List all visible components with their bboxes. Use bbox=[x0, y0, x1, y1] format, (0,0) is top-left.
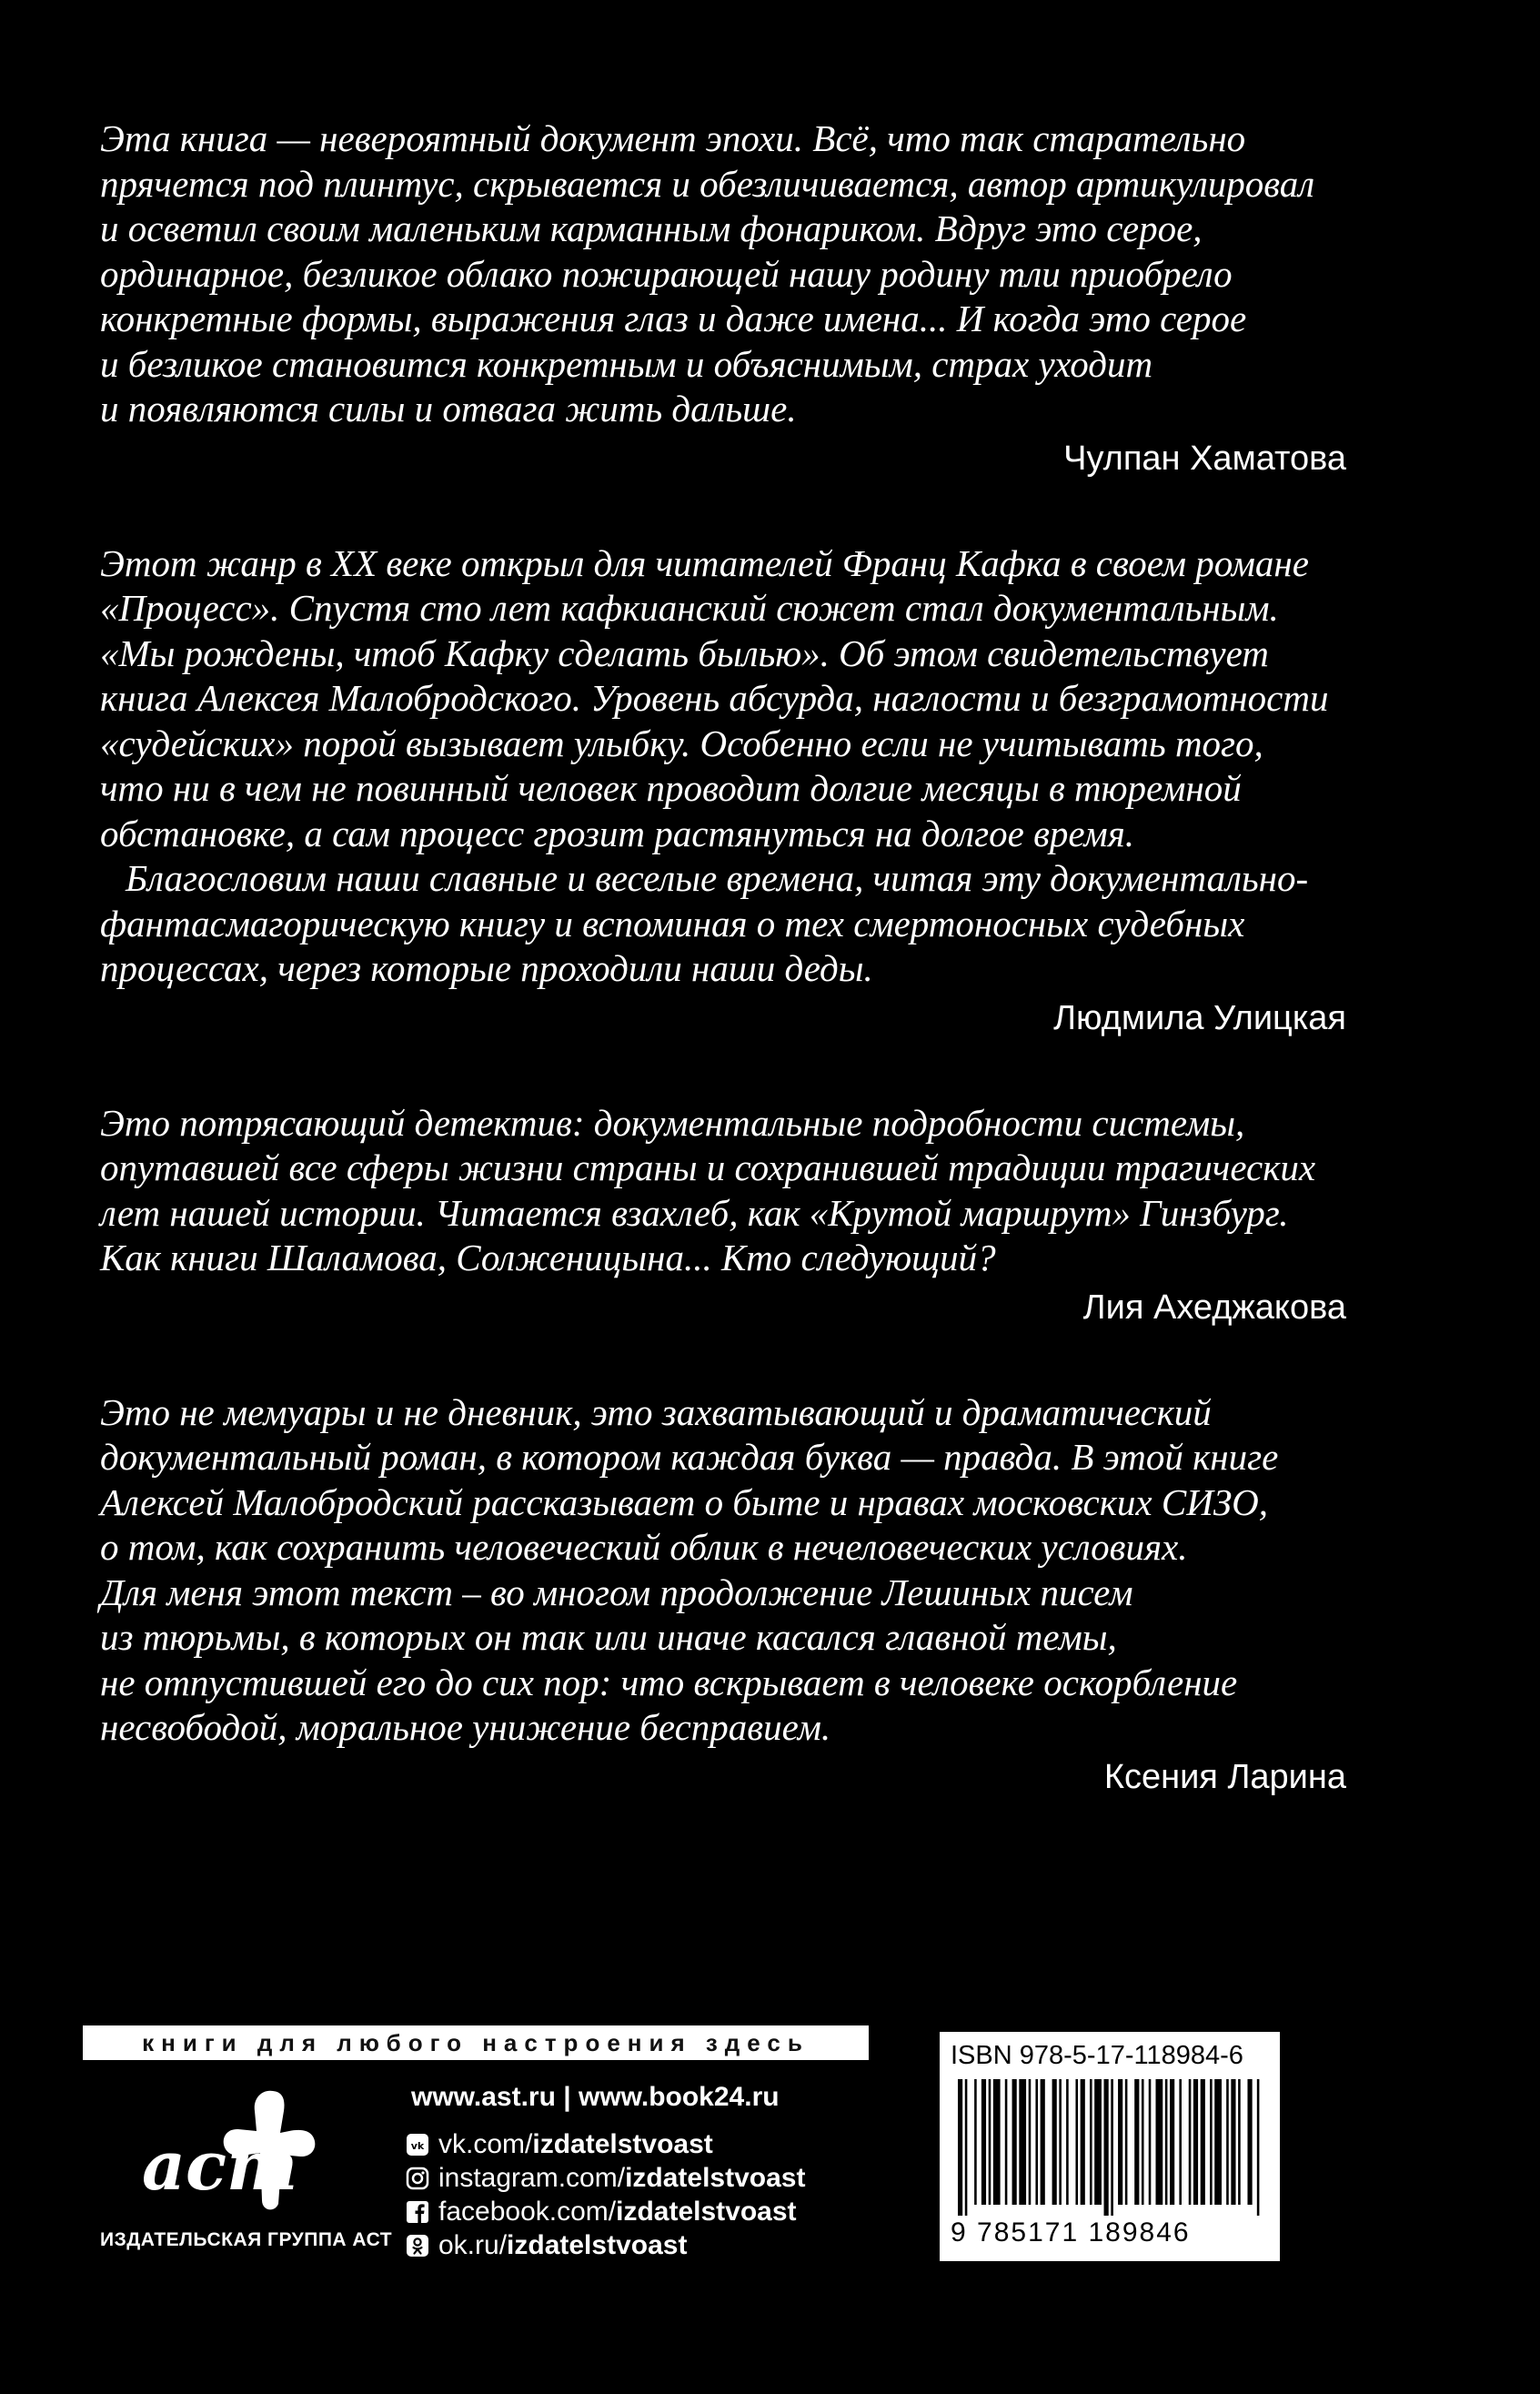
barcode-bar bbox=[1247, 2079, 1252, 2205]
social-handle: izdatelstvoast bbox=[625, 2162, 806, 2193]
barcode-bar bbox=[993, 2079, 1001, 2205]
barcode-bar bbox=[1075, 2079, 1078, 2205]
barcode-bar bbox=[1134, 2079, 1139, 2205]
barcode-block bbox=[937, 2029, 1283, 2264]
review-line: обстановке, а сам процесс грозит растянуться на долгое время. bbox=[100, 812, 1135, 854]
barcode-bar bbox=[1052, 2079, 1057, 2205]
review-line: процессах, через которые проходили наши деды. bbox=[100, 947, 873, 989]
review-line: лет нашей истории. Читается взахлеб, как «Крутой маршрут» Гинзбург. bbox=[100, 1191, 1289, 1234]
review-line: не отпустившей его до сих пор: что вскрывает в человеке оскорбление bbox=[100, 1661, 1238, 1703]
review-line: что ни в чем не повинный человек проводит долгие месяцы в тюремной bbox=[100, 767, 1242, 809]
review-line: «судейских» порой вызывает улыбку. Особенно если не учитывать того, bbox=[100, 722, 1263, 764]
review-line: «Процесс». Спустя сто лет кафкианский сюжет стал документальным. bbox=[100, 587, 1279, 629]
review-line: ординарное, безликое облако пожирающей нашу родину тли приобрело bbox=[100, 252, 1233, 295]
social-prefix: ok.ru/ bbox=[438, 2229, 508, 2260]
barcode-bar bbox=[1179, 2079, 1182, 2205]
barcode-bar bbox=[1035, 2079, 1038, 2205]
review-line: Это не мемуары и не дневник, это захватывающий и драматический bbox=[100, 1390, 1212, 1433]
barcode-bar bbox=[958, 2079, 962, 2216]
social-links bbox=[406, 2127, 879, 2262]
review-khamatova bbox=[100, 116, 1346, 483]
review-line: и безликое становится конкретным и объяснимым, страх уходит bbox=[100, 342, 1153, 385]
barcode-bar bbox=[1170, 2079, 1174, 2205]
barcode-bar bbox=[1238, 2079, 1241, 2205]
publisher-tagline: книги для любого настроения здесь bbox=[83, 2025, 869, 2060]
barcode-bar bbox=[1081, 2079, 1085, 2205]
review-akhedzhakova bbox=[100, 1101, 1346, 1332]
review-line: Алексей Малобродский рассказывает о быте и нравах московских СИЗО, bbox=[100, 1480, 1268, 1523]
instagram-icon bbox=[406, 2167, 429, 2190]
review-line: Как книги Шаламова, Солженицына... Кто следующий? bbox=[100, 1237, 996, 1278]
facebook-icon bbox=[406, 2200, 429, 2224]
review-line: Это потрясающий детектив: документальные подробности системы, bbox=[100, 1101, 1245, 1144]
barcode-bar bbox=[1005, 2079, 1008, 2205]
review-line: конкретные формы, выражения глаз и даже имена... И когда это серое bbox=[100, 298, 1247, 339]
ast-logo-icon bbox=[136, 2084, 337, 2220]
svg-text:vk: vk bbox=[410, 2139, 425, 2152]
review-line: Этот жанр в XX веке открыл для читателей Франц Кафка в своем романе bbox=[100, 541, 1309, 584]
social-prefix: facebook.com/ bbox=[438, 2196, 617, 2227]
barcode-bar bbox=[1090, 2079, 1092, 2205]
review-ulitskaya bbox=[100, 541, 1346, 1043]
review-line: Эта книга — невероятный документ эпохи. Всё, что так старательно bbox=[100, 117, 1246, 159]
review-line: прячется под плинтус, скрывается и обезличивается, автор артикулировал bbox=[100, 162, 1315, 205]
barcode-bar bbox=[1041, 2079, 1045, 2205]
social-link-instagram[interactable] bbox=[406, 2161, 879, 2195]
barcode-bar bbox=[1059, 2079, 1062, 2205]
review-line: «Мы рождены, чтоб Кафку сделать былью». Об этом свидетельствует bbox=[100, 631, 1269, 674]
barcode-bar bbox=[974, 2079, 977, 2205]
barcode-bar bbox=[1201, 2079, 1205, 2205]
reviews-section bbox=[100, 116, 1346, 1802]
barcode-bar bbox=[1094, 2079, 1102, 2205]
barcode-bar bbox=[1019, 2079, 1026, 2205]
logo-caption: ИЗДАТЕЛЬСКАЯ ГРУППА АСТ bbox=[100, 2229, 393, 2250]
barcode-bar bbox=[1210, 2079, 1213, 2205]
barcode-bar bbox=[1012, 2079, 1017, 2205]
social-prefix: vk.com/ bbox=[438, 2128, 533, 2159]
barcode-bar bbox=[989, 2079, 991, 2205]
isbn-number: ISBN 978-5-17-118984-6 bbox=[951, 2041, 1243, 2070]
ean-number: 9 785171 189846 bbox=[951, 2217, 1191, 2248]
barcode-bar bbox=[1189, 2079, 1192, 2205]
review-author: Людмила Улицкая bbox=[1053, 998, 1346, 1037]
barcode-bar bbox=[965, 2079, 968, 2216]
review-line: из тюрьмы, в которых он так или иначе касался главной темы, bbox=[100, 1616, 1117, 1658]
barcode-bar bbox=[1257, 2079, 1260, 2216]
barcode-icon bbox=[958, 2079, 1262, 2216]
review-line: опутавшей все сферы жизни страны и сохранившей традиции трагических bbox=[100, 1146, 1316, 1188]
social-link-odnoklassniki[interactable] bbox=[406, 2228, 879, 2262]
barcode-bar bbox=[1193, 2079, 1198, 2205]
barcode-bar bbox=[1214, 2079, 1222, 2205]
review-line: несвободой, моральное унижение бесправием. bbox=[100, 1706, 831, 1748]
barcode-bar bbox=[1125, 2079, 1128, 2205]
review-line: документальный роман, в котором каждая буква — правда. В этой книге bbox=[100, 1436, 1279, 1478]
review-larina bbox=[100, 1390, 1346, 1802]
review-author: Ксения Ларина bbox=[1103, 1757, 1346, 1796]
social-handle: izdatelstvoast bbox=[507, 2229, 688, 2260]
review-line: и осветил своим маленьким карманным фонариком. Вдруг это серое, bbox=[100, 207, 1203, 249]
social-link-facebook[interactable] bbox=[406, 2195, 879, 2228]
barcode-bar bbox=[1226, 2079, 1229, 2205]
review-author: Лия Ахеджакова bbox=[1082, 1288, 1346, 1327]
barcode-bar bbox=[981, 2079, 986, 2205]
review-line: и появляются силы и отвага жить дальше. bbox=[100, 388, 797, 429]
social-link-vk[interactable] bbox=[406, 2127, 879, 2161]
barcode-bar bbox=[1165, 2079, 1168, 2205]
publisher-logo bbox=[100, 2084, 393, 2257]
social-handle: izdatelstvoast bbox=[616, 2196, 797, 2227]
social-prefix: instagram.com/ bbox=[438, 2162, 626, 2193]
barcode-bar bbox=[1029, 2079, 1032, 2205]
review-line: фантасмагорическую книгу и вспоминая о тех смертоносных судебных bbox=[100, 902, 1245, 944]
barcode-bar bbox=[1155, 2079, 1163, 2205]
publisher-websites[interactable]: www.ast.ru | www.book24.ru bbox=[411, 2082, 780, 2112]
logo-text: аст bbox=[142, 2127, 298, 2206]
barcode-bar bbox=[1149, 2079, 1152, 2205]
vk-icon bbox=[406, 2133, 429, 2157]
odnoklassniki-icon bbox=[406, 2234, 429, 2258]
barcode-bar bbox=[1111, 2079, 1113, 2216]
barcode-bar bbox=[1231, 2079, 1235, 2205]
review-line: Благословим наши славные и веселые времена, читая эту документально- bbox=[126, 857, 1309, 899]
barcode-bar bbox=[1104, 2079, 1109, 2216]
review-author: Чулпан Хаматова bbox=[1063, 439, 1346, 478]
barcode-bar bbox=[1142, 2079, 1144, 2205]
review-line: книга Алексея Малобродского. Уровень абсурда, наглости и безграмотности bbox=[100, 677, 1329, 719]
review-line: Для меня этот текст – во многом продолжение Лешиных писем bbox=[100, 1571, 1133, 1613]
review-line: о том, как сохранить человеческий облик в нечеловеческих условиях. bbox=[100, 1526, 1188, 1568]
barcode-bar bbox=[1118, 2079, 1122, 2205]
barcode-bar bbox=[1066, 2079, 1069, 2205]
social-handle: izdatelstvoast bbox=[532, 2128, 713, 2159]
